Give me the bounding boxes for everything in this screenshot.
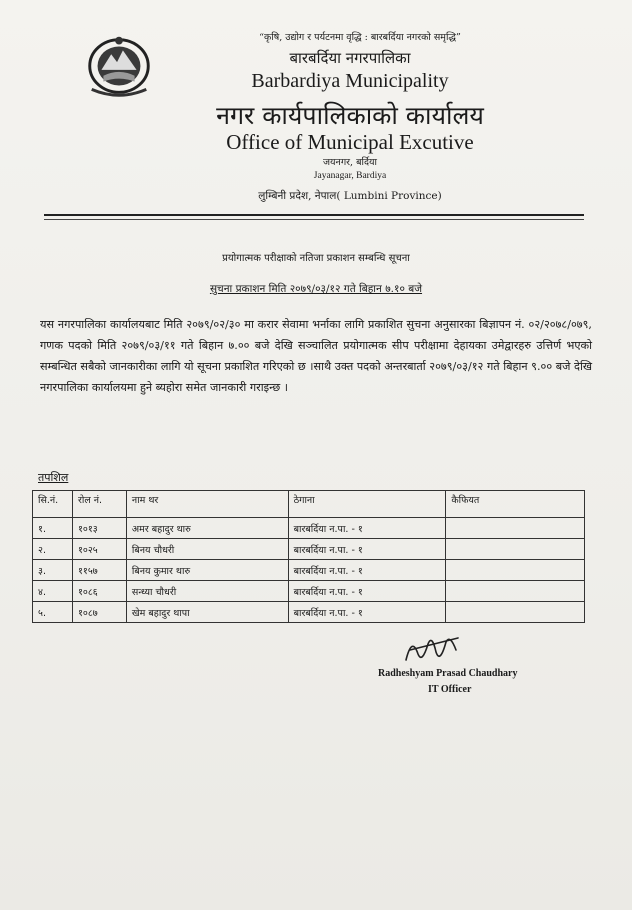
signatory-name: Radheshyam Prasad Chaudhary	[378, 668, 518, 679]
handwritten-signature	[400, 630, 464, 668]
cell-name: खेम बहादुर थापा	[126, 602, 288, 623]
col-header-name: नाम थर	[126, 491, 288, 518]
cell-roll: ११५७	[72, 560, 126, 581]
signatory-designation: IT Officer	[428, 684, 472, 695]
office-name-nepali: नगर कार्यपालिकाको कार्यालय	[216, 101, 484, 130]
notice-subject: प्रयोगात्मक परीक्षाको नतिजा प्रकाशन सम्बन्धि सूचना	[222, 253, 410, 264]
cell-remarks	[446, 518, 585, 539]
col-header-remarks: कैफियत	[446, 491, 585, 518]
cell-serial: ४.	[33, 581, 73, 602]
cell-name: बिनय चौधरी	[126, 539, 288, 560]
col-header-roll: रोल नं.	[72, 491, 126, 518]
address-english: Jayanagar, Bardiya	[313, 171, 387, 181]
cell-name: सन्ध्या चौधरी	[126, 581, 288, 602]
cell-address: बारबर्दिया न.पा. - १	[288, 602, 446, 623]
cell-serial: ५.	[33, 602, 73, 623]
table-row	[33, 602, 585, 623]
cell-roll: १०१३	[72, 518, 126, 539]
cell-roll: १०२५	[72, 539, 126, 560]
cell-serial: १.	[33, 518, 73, 539]
cell-serial: २.	[33, 539, 73, 560]
cell-address: बारबर्दिया न.पा. - १	[288, 518, 446, 539]
municipality-name-nepali: बारबर्दिया नगरपालिका	[289, 49, 411, 67]
cell-address: बारबर्दिया न.पा. - १	[288, 581, 446, 602]
cell-remarks	[446, 581, 585, 602]
table-row	[33, 539, 585, 560]
cell-roll: १०८७	[72, 602, 126, 623]
cell-address: बारबर्दिया न.पा. - १	[288, 539, 446, 560]
cell-remarks	[446, 602, 585, 623]
table-row	[33, 581, 585, 602]
cell-name: अमर बहादुर थारु	[126, 518, 288, 539]
results-table	[32, 490, 585, 623]
cell-remarks	[446, 539, 585, 560]
notice-body: यस नगरपालिका कार्यालयबाट मिति २०७९/०२/३० मा करार सेवामा भर्नाका लागि प्रकाशित सुचना अनुसारका बिज्ञापन नं. ०२/२०७८/०७९, गणक पदको मिति २०७९/०३/११ गते बिहान ७.०० बजे देखि सञ्चालित प्रयोगात्मक सीप परीक्षामा देहायका उमेद्वारहरु उत्तिर्ण भएको सम्बन्धित सबैको जानकारीका लागि यो सूचना प्रकाशित गरिएको छ ।साथै उक्त पदको अन्तरबार्ता २०७९/०३/१२ गते बिहान ९.०० बजे देखि नगरपालिका कार्यालयमा हुने ब्यहोरा समेत जानकारी गराइन्छ ।	[40, 318, 592, 394]
col-header-address: ठेगाना	[288, 491, 446, 518]
cell-name: बिनय कुमार थारु	[126, 560, 288, 581]
header-divider-thin	[44, 219, 584, 220]
cell-roll: १०८६	[72, 581, 126, 602]
col-header-serial: सि.नं.	[33, 491, 73, 518]
cell-address: बारबर्दिया न.पा. - १	[288, 560, 446, 581]
office-name-english: Office of Municipal Excutive	[226, 130, 474, 154]
cell-serial: ३.	[33, 560, 73, 581]
address-nepali: जयनगर, बर्दिया	[322, 157, 377, 168]
details-caption: तपशिल	[38, 471, 69, 484]
table-row	[33, 518, 585, 539]
publication-date-line: सुचना प्रकाशन मिति २०७९/०३/१२ गते बिहान ७.१० बजे	[209, 283, 423, 295]
table-row	[33, 560, 585, 581]
province-line: लुम्बिनी प्रदेश, नेपाल( Lumbini Province)	[258, 190, 442, 202]
municipality-name-english: Barbardiya Municipality	[251, 70, 449, 92]
header-motto: “कृषि, उद्योग र पर्यटनमा वृद्धि : बारबर्दिया नगरको समृद्धि”	[259, 32, 461, 43]
cell-remarks	[446, 560, 585, 581]
header-divider	[44, 214, 584, 216]
table-header-row	[33, 491, 585, 518]
